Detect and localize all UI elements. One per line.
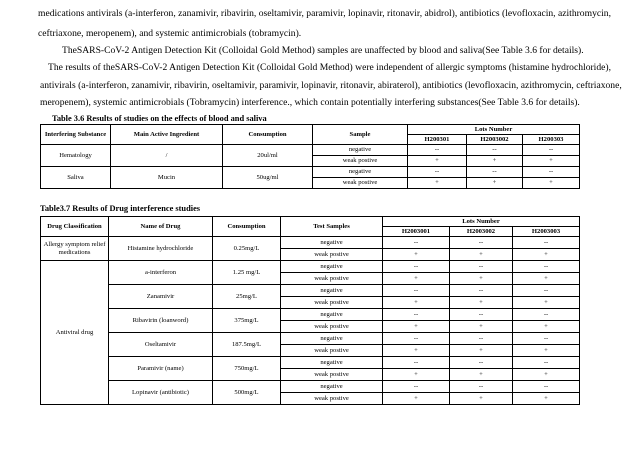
table-cell: -- [383, 261, 450, 273]
table-cell: Oseltamivir [109, 333, 213, 357]
table-cell: -- [408, 167, 467, 178]
header-cell: Consumption [223, 125, 313, 145]
body-text-line: ceftriaxone, meropenem), and systemic antimicrobials (tobramycin). [38, 28, 302, 39]
table-cell: -- [408, 145, 467, 156]
header-cell: Drug Classification [41, 217, 109, 237]
body-text-line: medications antivirals (a-interferon, zanamivir, ribavirin, oseltamivir, paramivir, lopinavir, ritonavir, abidrol), antibiotics (levofloxacin, azithromycin, [38, 8, 611, 19]
table-row [41, 237, 580, 249]
table-cell: + [450, 321, 513, 333]
table-cell: Allergy symptom relief medications [41, 237, 109, 261]
table-cell: weak postive [281, 393, 383, 405]
table-cell: -- [450, 237, 513, 249]
table-cell: -- [523, 167, 580, 178]
table-row [41, 145, 580, 156]
table-cell: + [523, 156, 580, 167]
table-cell: -- [467, 145, 523, 156]
table-cell: -- [513, 309, 580, 321]
table-cell: + [513, 273, 580, 285]
table-cell: + [450, 249, 513, 261]
table-cell: 500mg/L [213, 381, 281, 405]
header-cell: Test Samples [281, 217, 383, 237]
table-cell: -- [513, 285, 580, 297]
table-cell: + [383, 345, 450, 357]
table-cell: negative [281, 333, 383, 345]
table-cell: weak postive [313, 178, 408, 189]
header-cell: Sample [313, 125, 408, 145]
header-cell: Name of Drug [109, 217, 213, 237]
table-cell: + [513, 345, 580, 357]
table-row [41, 285, 580, 297]
body-text-line: antivirals (a-interferon, zanamivir, ribavirin, oseltamivir, paramivir, lopinavir, ritonavir, abiraterol), antibiotics (levofloxacin, azithromycin, ceftriaxone, [40, 80, 622, 91]
table-cell: + [467, 178, 523, 189]
table-cell: Antiviral drug [41, 261, 109, 405]
table-cell: negative [281, 285, 383, 297]
table-cell: Paramivir (name) [109, 357, 213, 381]
header-cell: H2003003 [513, 227, 580, 237]
table-row [41, 167, 580, 178]
table-cell: -- [450, 285, 513, 297]
table-cell: -- [383, 285, 450, 297]
table-cell: Ribavirin (loanword) [109, 309, 213, 333]
table-cell: + [450, 369, 513, 381]
header-cell: Lots Number [408, 125, 580, 135]
table-cell: Hematology [41, 145, 111, 167]
table-cell: negative [281, 357, 383, 369]
table-cell: -- [450, 261, 513, 273]
table-row [41, 333, 580, 345]
table-cell: negative [281, 381, 383, 393]
body-text-line: The results of theSARS-CoV-2 Antigen Detection Kit (Colloidal Gold Method) were independent of allergic symptoms (histamine hydrochloride), [48, 62, 611, 73]
table-cell: weak postive [281, 273, 383, 285]
table-cell: Saliva [41, 167, 111, 189]
table-cell: 375mg/L [213, 309, 281, 333]
table-cell: -- [467, 167, 523, 178]
table-cell: 187.5mg/L [213, 333, 281, 357]
table-cell: + [383, 321, 450, 333]
table-cell: 0.25mg/L [213, 237, 281, 261]
header-cell: Lots Number [383, 217, 580, 227]
table-cell: negative [281, 237, 383, 249]
header-cell: H200303 [523, 135, 580, 145]
table-cell: -- [513, 237, 580, 249]
table-cell: 750mg/L [213, 357, 281, 381]
table-cell: + [450, 297, 513, 309]
table-cell: -- [383, 381, 450, 393]
table-cell: -- [523, 145, 580, 156]
table-cell: + [523, 178, 580, 189]
table-cell: -- [383, 309, 450, 321]
table-cell: negative [281, 261, 383, 273]
table-cell: -- [513, 261, 580, 273]
header-cell: Interfering Substance [41, 125, 111, 145]
table-cell: 25mg/L [213, 285, 281, 309]
table-cell: -- [383, 237, 450, 249]
table-cell: + [450, 345, 513, 357]
table-caption: Table3.7 Results of Drug interference studies [40, 204, 201, 213]
table-caption: Table 3.6 Results of studies on the effects of blood and saliva [52, 114, 267, 123]
table-cell: weak postive [313, 156, 408, 167]
body-text-line: meropenem), systemic antimicrobials (Tobramycin) interference., which contain potentially interfering substances(See Table 3.6 for details). [40, 97, 580, 108]
table-cell: -- [450, 309, 513, 321]
table-cell: -- [450, 381, 513, 393]
header-cell: H200301 [408, 135, 467, 145]
table-cell: + [383, 273, 450, 285]
table-cell: -- [383, 357, 450, 369]
table-cell: + [383, 393, 450, 405]
table-cell: Histamine hydrochloride [109, 237, 213, 261]
table-cell: + [450, 273, 513, 285]
table-cell: negative [313, 167, 408, 178]
table-cell: Mucin [111, 167, 223, 189]
table-cell: 20ul/ml [223, 145, 313, 167]
header-cell: Main Active Ingredient [111, 125, 223, 145]
table-cell: 1.25 mg/L [213, 261, 281, 285]
header-cell: H2003002 [467, 135, 523, 145]
table-cell: weak postive [281, 369, 383, 381]
table-cell: + [513, 321, 580, 333]
table-cell: + [408, 178, 467, 189]
table-cell: negative [281, 309, 383, 321]
header-cell: H2003001 [383, 227, 450, 237]
table-cell: -- [513, 333, 580, 345]
table-cell: 50ug/ml [223, 167, 313, 189]
table-cell: Lopinavir (antibiotic) [109, 381, 213, 405]
table-cell: + [383, 249, 450, 261]
table-cell: -- [383, 333, 450, 345]
table-cell: / [111, 145, 223, 167]
table-row [41, 261, 580, 273]
table-cell: + [383, 297, 450, 309]
table-row [41, 309, 580, 321]
table-row [41, 357, 580, 369]
table-cell: weak postive [281, 249, 383, 261]
header-cell: Consumption [213, 217, 281, 237]
table-cell: -- [450, 357, 513, 369]
table-cell: + [408, 156, 467, 167]
table-cell: + [513, 369, 580, 381]
table-cell: negative [313, 145, 408, 156]
table-cell: weak postive [281, 345, 383, 357]
table-blood-saliva [40, 124, 580, 189]
table-cell: + [450, 393, 513, 405]
table-cell: -- [513, 357, 580, 369]
table-cell: Zanamivir [109, 285, 213, 309]
table-cell: a-interferon [109, 261, 213, 285]
body-text-line: TheSARS-CoV-2 Antigen Detection Kit (Colloidal Gold Method) samples are unaffected by blood and saliva(See Table 3.6 for details). [62, 45, 584, 56]
table-cell: -- [450, 333, 513, 345]
table-cell: weak postive [281, 321, 383, 333]
table-cell: + [383, 369, 450, 381]
header-cell: H2003002 [450, 227, 513, 237]
table-cell: + [513, 249, 580, 261]
table-row [41, 381, 580, 393]
table-cell: + [513, 393, 580, 405]
table-cell: + [467, 156, 523, 167]
table-cell: weak postive [281, 297, 383, 309]
table-cell: + [513, 297, 580, 309]
table-drug-interference [40, 216, 580, 405]
table-cell: -- [513, 381, 580, 393]
